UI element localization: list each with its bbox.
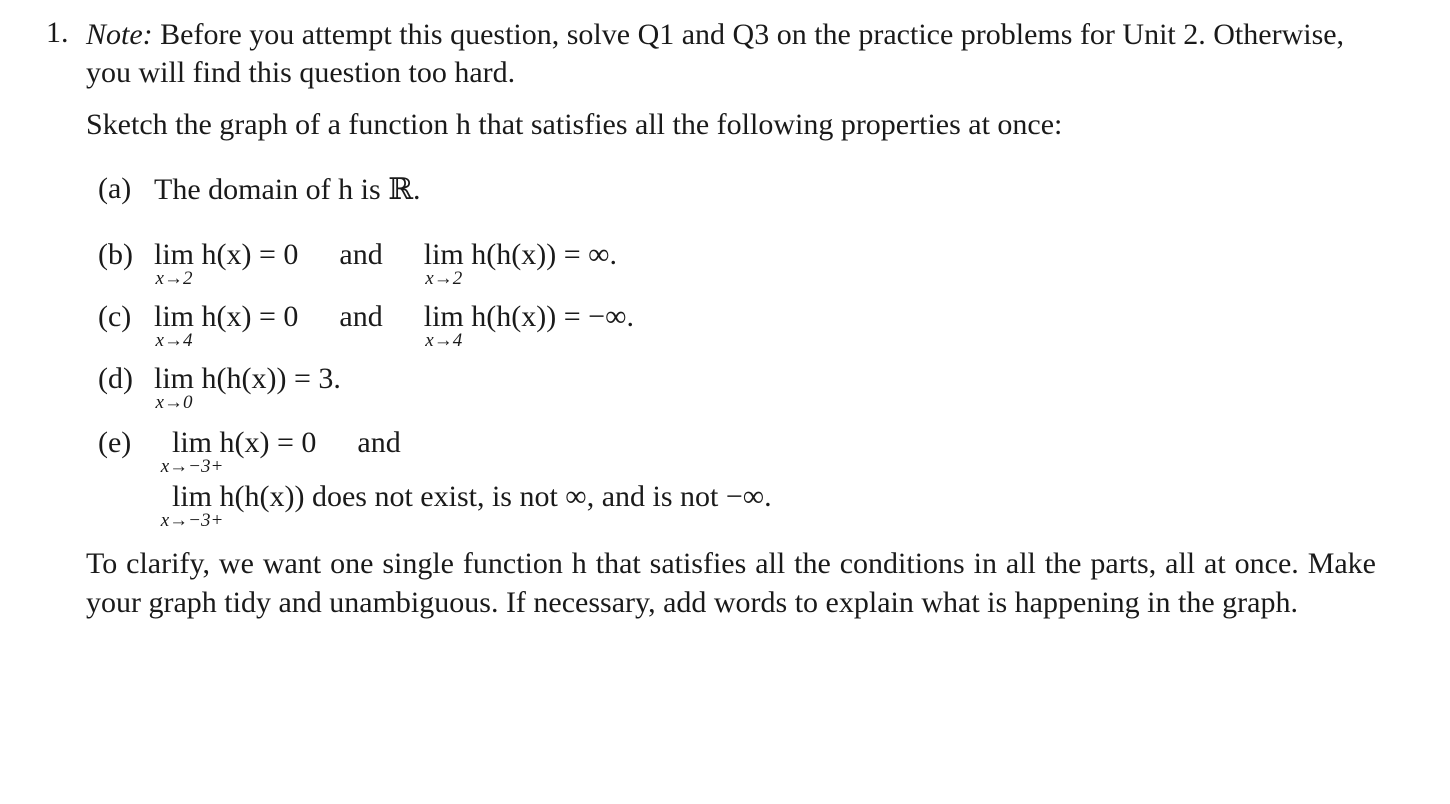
limit-expression: h(h(x)) = 3.	[201, 362, 341, 395]
note-paragraph	[86, 16, 1376, 92]
limit-subscript: x→0	[155, 392, 193, 413]
limit-expression: h(h(x)) = ∞.	[471, 238, 618, 271]
clarify-paragraph: To clarify, we want one single function h that satisfies all the conditions in all the parts, all at once. Make your graph tidy and unambiguous. If necessary, add words to explain what is happening in the graph.	[86, 547, 1376, 619]
conjunction: and	[357, 426, 401, 459]
limit-operator: lim x→2	[423, 238, 464, 289]
limit-subscript: x→2	[155, 268, 193, 289]
limit-subscript: x→4	[425, 330, 463, 351]
part-label: (e)	[98, 426, 132, 459]
limit-operator: lim x→−3+	[160, 426, 224, 477]
note-label: Note:	[86, 18, 153, 51]
limit-subscript: x→−3+	[160, 456, 224, 477]
conjunction: and	[339, 238, 383, 271]
limit-expression: h(x) = 0	[219, 426, 317, 459]
limit-operator: lim x→4	[154, 300, 195, 351]
limit-operator: lim x→0	[154, 362, 195, 413]
conjunction: and	[339, 300, 383, 333]
part-text: The domain of h is ℝ.	[154, 173, 421, 206]
limit-subscript: x→4	[155, 330, 193, 351]
limit-expression: h(h(x)) does not exist, is not ∞, and is not −∞.	[219, 480, 772, 513]
part-label: (b)	[98, 238, 133, 271]
limit-operator: lim x→2	[154, 238, 195, 289]
limit-operator: lim x→4	[423, 300, 464, 351]
limit-subscript: x→2	[425, 268, 463, 289]
limit-expression: h(x) = 0	[201, 300, 299, 333]
limit-subscript: x→−3+	[160, 510, 224, 531]
part-label: (d)	[98, 362, 133, 395]
sketch-prompt: Sketch the graph of a function h that satisfies all the following properties at once:	[86, 108, 1063, 141]
note-text: Before you attempt this question, solve Q1 and Q3 on the practice problems for Unit 2. Otherwise, you will find this question too hard.	[86, 18, 1345, 89]
limit-expression: h(x) = 0	[201, 238, 299, 271]
question-number: 1.	[46, 16, 69, 49]
limit-expression: h(h(x)) = −∞.	[471, 300, 634, 333]
part-label: (a)	[98, 172, 132, 205]
limit-operator: lim x→−3+	[160, 480, 224, 531]
part-label: (c)	[98, 300, 132, 333]
